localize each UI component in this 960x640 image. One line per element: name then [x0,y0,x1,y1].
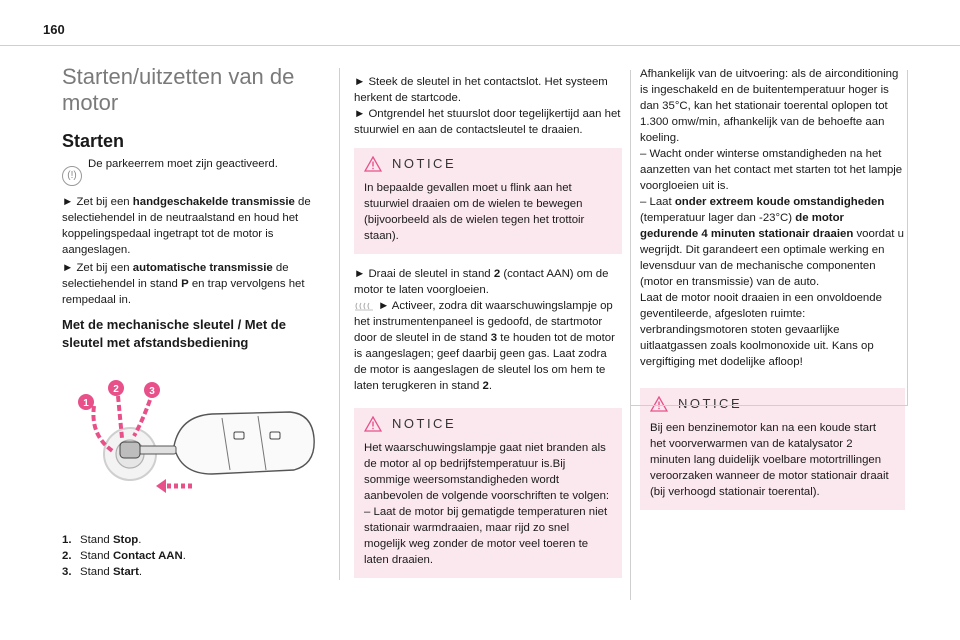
box-bottom-rule [630,58,908,406]
info-note [62,156,326,186]
notice-text: Bij een benzinemotor kan na een koude start het voorverwarmen van de katalysator 2 minuten lang duidelijk voelbare motortrillingen veroorzaken wanneer de motor stationair draait (bij verhoogd stationair toerental). [650,422,889,498]
figure-label-1: 1 [83,398,89,409]
notice-box-3 [640,388,905,510]
notice-text-bullet: – Laat de motor bij gematigde temperaturen niet stationair warmdraaien, maar rijd zo snel mogelijk weg zonder de motor veel toeren te laten draaien. [364,506,608,566]
paragraph-extreme-cold: – Laat onder extreem koude omstandigheden (temperatuur lager dan -23°C) de motor gedurende 4 minuten stationair draaien voordat u wegrijdt. Dit garandeert een optimale werking en levensduur van de mechanische componenten (motor en transmissie) van de auto. [640,196,904,288]
column-1 [62,64,326,580]
list-item: 2. Stand Contact AAN. [62,550,186,562]
notice-title: NOTICE [678,396,743,411]
paragraph-winter: – Wacht onder winterse omstandigheden na het aanzetten van het contact met starten tot het lampje voorgloeien uit is. [640,148,903,192]
paragraph-ventilation: Laat de motor nooit draaien in een onvoldoende geventileerde, afgesloten ruimte: verbrandingsmotoren stoten gevaarlijke uitlaatgassen zoals koolmonoxide uit. Kans op vergiftiging met dodelijke afloop! [640,292,882,368]
warning-icon [364,416,382,432]
notice-text: Het waarschuwingslampje gaat niet branden als de motor al op bedrijfstemperatuur is.Bij sommige weersomstandigheden wordt aanbevolen de volgende voorschriften te volgen: [364,442,610,502]
notice-title: NOTICE [392,416,457,431]
key-illustration [62,366,326,516]
paragraph-start-motor: ► Activeer, zodra dit waarschuwingslampje op het instrumentenpaneel is gedoofd, de startmotor door de sleutel in de stand 3 te houden tot de motor is aangeslagen; geef daarbij geen gas. Laat zodra de motor is aangeslagen de sleutel los om hem te laten terugkeren in stand 2. [354,300,615,392]
paragraph-airco: Afhankelijk van de uitvoering: als de airconditioning is ingeschakeld en de buitentemperatuur hoger is dan 35°C, kan het stationair toerental oplopen tot 1.300 omw/min, afhankelijk van de behoefte aan koeling. [640,68,899,144]
paragraph-manual-transmission: ► Zet bij een handgeschakelde transmissie de selectiehendel in de neutraalstand en houd het koppelingspedaal ingetrapt tot de motor is aangeslagen. [62,196,311,256]
paragraph-automatic-transmission: ► Zet bij een automatische transmissie de selectiehendel in stand P en trap vervolgens het rempedaal in. [62,262,305,306]
notice-title: NOTICE [392,156,457,171]
header-divider [0,45,960,46]
glow-plug-lamp-icon [354,301,374,311]
page-number: 160 [43,22,65,37]
section-heading-starten: Starten [62,131,125,151]
notice-box-2 [354,408,622,578]
figure-label-3: 3 [149,386,155,397]
notice-text: In bepaalde gevallen moet u flink aan het stuurwiel draaien om de wielen te bewegen (bijvoorbeeld als de wielen tegen het trottoir staan). [364,182,585,242]
notice-box-1 [354,148,622,254]
column-3 [640,66,905,522]
positions-list [62,532,326,580]
list-item: 1. Stand Stop. [62,534,142,546]
warning-icon [364,156,382,172]
column-2 [354,74,622,590]
paragraph-unlock-steering: ► Ontgrendel het stuurslot door tegelijkertijd aan het stuurwiel en aan de contactsleutel te draaien. [354,108,621,136]
paragraph-preheat: ► Draai de sleutel in stand 2 (contact AAN) om de motor te laten voorgloeien. [354,268,609,296]
info-text: De parkeerrem moet zijn geactiveerd. [88,158,278,170]
page-title: Starten/uitzetten van de motor [62,64,295,115]
info-icon: (!) [62,166,82,186]
key-ignition-svg [62,366,326,516]
paragraph-insert-key: ► Steek de sleutel in het contactslot. Het systeem herkent de startcode. [354,76,608,104]
list-item: 3. Stand Start. [62,566,143,578]
figure-label-2: 2 [113,384,119,395]
subheading-key: Met de mechanische sleutel / Met de sleutel met afstandsbediening [62,317,286,350]
column-divider-1 [339,68,340,580]
